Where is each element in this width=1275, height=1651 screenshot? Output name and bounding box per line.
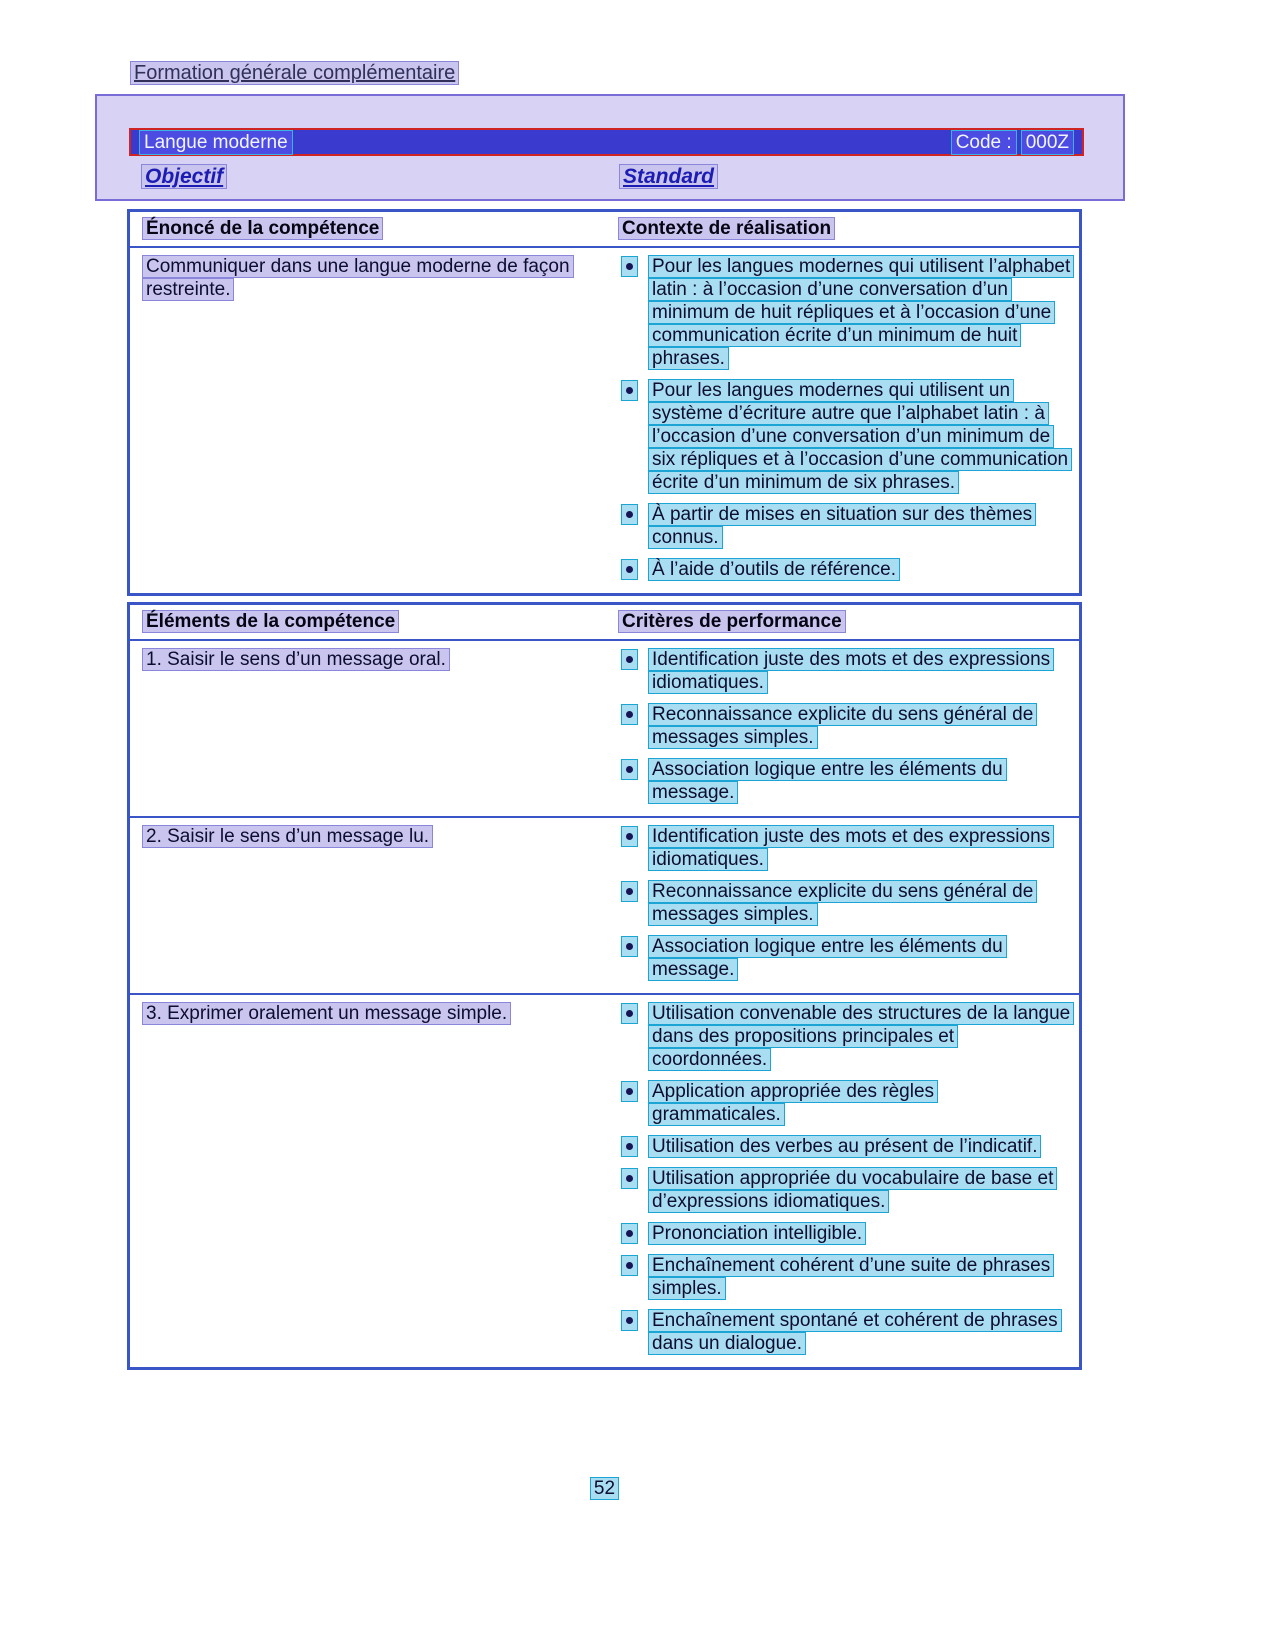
table-row bbox=[130, 641, 1079, 818]
standard-heading: Standard bbox=[619, 164, 718, 189]
bullet-text: À partir de mises en situation sur des thèmes connus. bbox=[648, 503, 1036, 549]
list-item bbox=[618, 379, 1071, 494]
competence-table-body bbox=[130, 248, 1079, 593]
contexte-header: Contexte de réalisation bbox=[618, 217, 835, 240]
bullet-text: Prononciation intelligible. bbox=[648, 1222, 866, 1245]
competence-table bbox=[127, 209, 1082, 596]
bullet-text: À l’aide d’outils de référence. bbox=[648, 558, 900, 581]
document-page bbox=[127, 62, 1082, 1370]
list-item bbox=[618, 1167, 1071, 1213]
bullet-icon bbox=[621, 559, 638, 580]
bullet-icon bbox=[621, 1310, 638, 1331]
bullet-text: Reconnaissance explicite du sens général de messages simples. bbox=[648, 703, 1037, 749]
course-code-value: 000Z bbox=[1021, 130, 1074, 155]
contexte-cell bbox=[618, 248, 1079, 593]
bullet-text: Association logique entre les éléments du message. bbox=[648, 758, 1007, 804]
objectif-heading: Objectif bbox=[141, 164, 227, 189]
course-title-bar bbox=[129, 128, 1084, 156]
bullet-icon bbox=[621, 704, 638, 725]
list-item bbox=[618, 880, 1071, 926]
course-code-label: Code : bbox=[951, 130, 1017, 155]
competence-header-right-cell bbox=[618, 215, 1079, 242]
list-item bbox=[618, 1222, 1071, 1245]
bullet-text: Pour les langues modernes qui utilisent un système d’écriture autre que l’alphabet latin : à l’occasion d’une conversation d’un minimum de six répliques et à l’occasion d’une communication écrite d’un minimum de six phrases. bbox=[648, 379, 1072, 494]
bullet-icon bbox=[621, 504, 638, 525]
bullet-icon bbox=[621, 1223, 638, 1244]
list-item bbox=[618, 1135, 1071, 1158]
bullet-icon bbox=[621, 759, 638, 780]
enonce-header: Énoncé de la compétence bbox=[142, 217, 383, 240]
enonce-cell bbox=[130, 248, 618, 593]
list-item bbox=[618, 1309, 1071, 1355]
bullet-text: Identification juste des mots et des expressions idiomatiques. bbox=[648, 648, 1054, 694]
list-item bbox=[618, 825, 1071, 871]
bullet-text: Utilisation des verbes au présent de l’indicatif. bbox=[648, 1135, 1041, 1158]
objectif-standard-row bbox=[129, 165, 1123, 189]
bullet-text: Identification juste des mots et des expressions idiomatiques. bbox=[648, 825, 1054, 871]
page-number-wrap bbox=[127, 1477, 1082, 1500]
bullet-icon bbox=[621, 256, 638, 277]
standard-heading-wrap bbox=[619, 165, 1123, 189]
list-item bbox=[618, 648, 1071, 694]
criteres-header: Critères de performance bbox=[618, 610, 846, 633]
bullet-icon bbox=[621, 826, 638, 847]
bullet-icon bbox=[621, 1168, 638, 1189]
competence-header-left-cell bbox=[130, 215, 618, 242]
bullet-text: Utilisation appropriée du vocabulaire de base et d’expressions idiomatiques. bbox=[648, 1167, 1057, 1213]
document-section-header bbox=[130, 62, 1082, 85]
bullet-text: Utilisation convenable des structures de la langue dans des propositions principales et coordonnées. bbox=[648, 1002, 1074, 1071]
criteria-cell bbox=[618, 641, 1079, 816]
objectif-heading-wrap bbox=[141, 165, 617, 189]
element-cell bbox=[130, 995, 618, 1367]
bullet-icon bbox=[621, 1255, 638, 1276]
competence-table-header bbox=[130, 212, 1079, 248]
bullet-text: Reconnaissance explicite du sens général de messages simples. bbox=[648, 880, 1037, 926]
bullet-icon bbox=[621, 881, 638, 902]
elements-header-left-cell bbox=[130, 608, 618, 635]
list-item bbox=[618, 503, 1071, 549]
element-cell bbox=[130, 641, 618, 816]
bullet-text: Pour les langues modernes qui utilisent l’alphabet latin : à l’occasion d’une conversation d’un minimum de huit répliques et à l’occasion d’une communication écrite d’un minimum de huit phrases. bbox=[648, 255, 1074, 370]
element-label: 1. Saisir le sens d’un message oral. bbox=[142, 648, 450, 671]
list-item bbox=[618, 758, 1071, 804]
list-item bbox=[618, 1080, 1071, 1126]
list-item bbox=[618, 1254, 1071, 1300]
page-number: 52 bbox=[590, 1477, 619, 1500]
element-label: 2. Saisir le sens d’un message lu. bbox=[142, 825, 433, 848]
list-item bbox=[618, 703, 1071, 749]
table-row bbox=[130, 995, 1079, 1367]
elements-table bbox=[127, 602, 1082, 1370]
bullet-icon bbox=[621, 1136, 638, 1157]
enonce-text: Communiquer dans une langue moderne de façon restreinte. bbox=[142, 255, 574, 301]
elements-table-header bbox=[130, 605, 1079, 641]
title-panel bbox=[95, 94, 1125, 201]
list-item bbox=[618, 255, 1071, 370]
bullet-icon bbox=[621, 1003, 638, 1024]
element-cell bbox=[130, 818, 618, 993]
bullet-text: Association logique entre les éléments du message. bbox=[648, 935, 1007, 981]
bullet-text: Application appropriée des règles grammaticales. bbox=[648, 1080, 938, 1126]
criteria-cell bbox=[618, 995, 1079, 1367]
bullet-text: Enchaînement spontané et cohérent de phrases dans un dialogue. bbox=[648, 1309, 1062, 1355]
element-label: 3. Exprimer oralement un message simple. bbox=[142, 1002, 511, 1025]
bullet-icon bbox=[621, 649, 638, 670]
bullet-icon bbox=[621, 1081, 638, 1102]
table-row bbox=[130, 818, 1079, 995]
bullet-icon bbox=[621, 380, 638, 401]
bullet-icon bbox=[621, 936, 638, 957]
list-item bbox=[618, 1002, 1071, 1071]
elements-header-right-cell bbox=[618, 608, 1079, 635]
list-item bbox=[618, 935, 1071, 981]
elements-header: Éléments de la compétence bbox=[142, 610, 399, 633]
section-header-text: Formation générale complémentaire bbox=[130, 61, 459, 85]
criteria-cell bbox=[618, 818, 1079, 993]
bullet-text: Enchaînement cohérent d’une suite de phrases simples. bbox=[648, 1254, 1054, 1300]
list-item bbox=[618, 558, 1071, 581]
course-code bbox=[951, 130, 1074, 155]
course-title: Langue moderne bbox=[139, 130, 293, 155]
